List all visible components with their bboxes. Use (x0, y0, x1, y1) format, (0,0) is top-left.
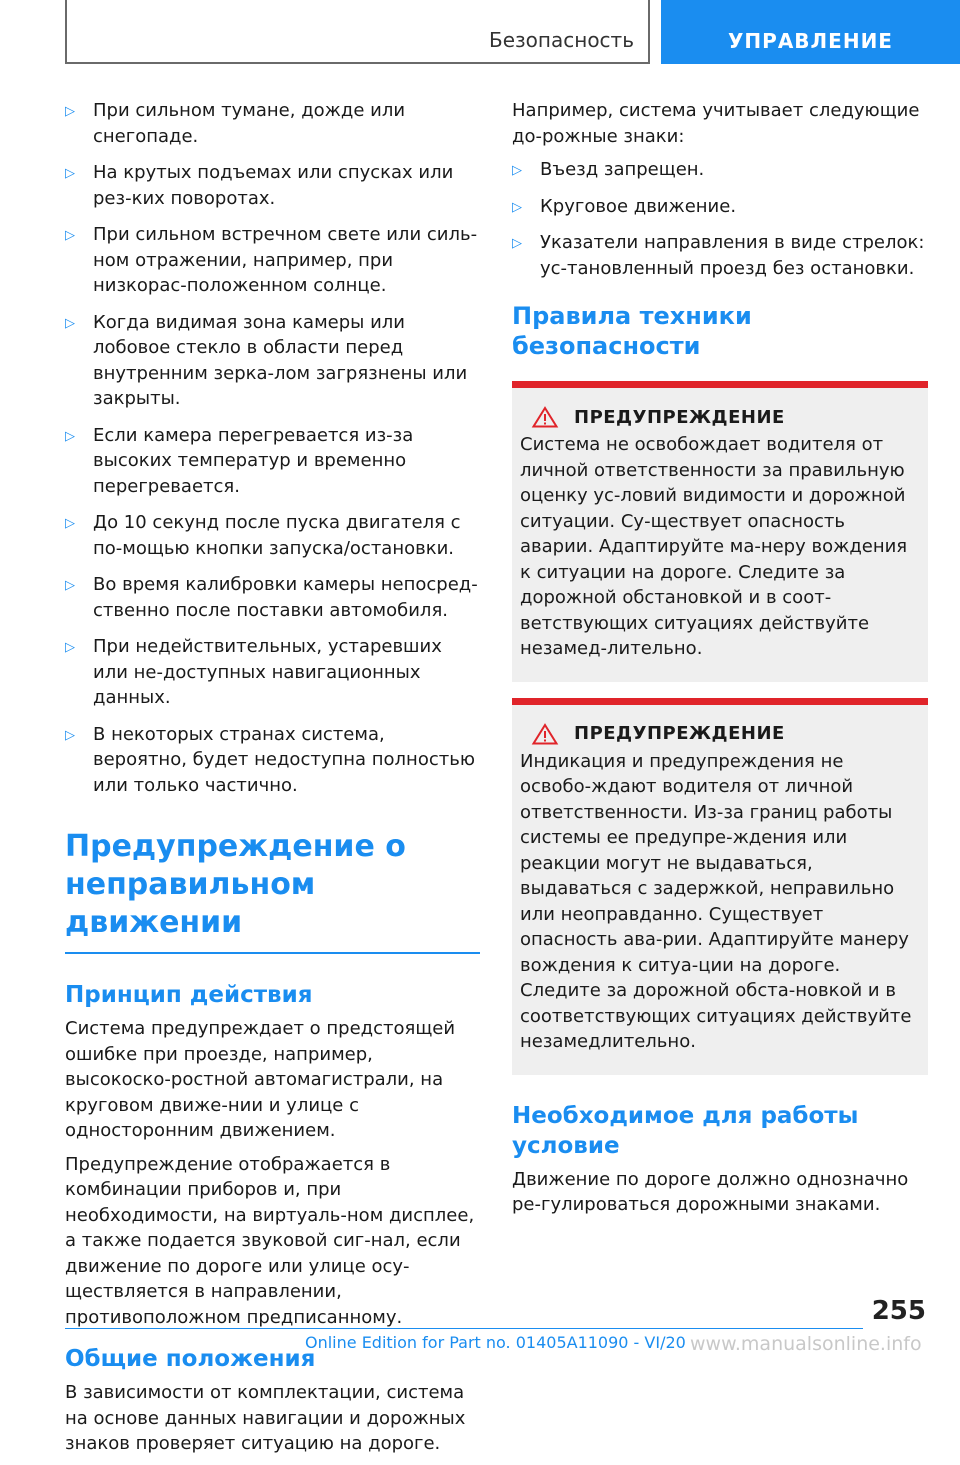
condition-heading: Необходимое для работы условие (512, 1102, 859, 1159)
triangle-bullet-icon: ▷ (65, 104, 75, 119)
warning-triangle-icon (532, 723, 558, 745)
principle-heading: Принцип действия (65, 982, 313, 1008)
triangle-bullet-icon: ▷ (65, 228, 75, 243)
safety-heading: Правила техники безопасности (512, 302, 752, 360)
warning-text: Индикация и предупреждения не освобо-ждают водителя от личной ответственности. Из-за границ работы системы ее предупре-ждения или реакции могут не выдаваться, выдаваться с задержкой, неправильно или неоправданно. Существует опасность ава-рии. Адаптируйте манеру вождения к ситуа-ции на дороге. Следите за дорожной обста-новкой и в соответствующих ситуациях действуйте незамедлительно. (520, 750, 912, 1052)
limitations-list (65, 98, 480, 798)
triangle-bullet-icon: ▷ (65, 578, 75, 593)
section-heading-wrong-way: Предупреждение о неправильном движении (65, 828, 480, 954)
watermark: www.manualsonline.info (690, 1333, 922, 1355)
warning-triangle-icon (532, 406, 558, 428)
warning-text: Система не освобождает водителя от личной ответственности за правильную оценку ус-ловий видимости и дорожной ситуации. Су-ществует опасность аварии. Адаптируйте ма-неру вождения к ситуации на дороге. Следите за дорожной обстановкой и в соот-ветствующих ситуациях действуйте незамед-лительно. (520, 434, 908, 659)
list-item: ▷ Круговое движение. (512, 194, 928, 220)
list-item: ▷ Указатели направления в виде стрелок: ус-тановленный проезд без остановки. (512, 232, 925, 279)
triangle-bullet-icon: ▷ (65, 428, 75, 444)
triangle-bullet-icon: ▷ (512, 199, 522, 215)
triangle-bullet-icon: ▷ (512, 236, 522, 251)
signs-list (512, 157, 928, 281)
principle-text-1: Система предупреждает о предстоящей ошибке при проезде, например, высокоско-ростной автомагистрали, на круговом движе-нии и улице с односторонним движением. (65, 1018, 456, 1141)
header-section-title: Безопасность (489, 28, 634, 52)
list-item: ▷ При сильном встречном свете или силь-ном отражении, например, при низкорас-положенном солнце. (65, 224, 478, 296)
general-text: В зависимости от комплектации, система на основе данных навигации и дорожных знаков проверяет ситуацию на дороге. (65, 1382, 466, 1454)
triangle-bullet-icon: ▷ (65, 640, 75, 655)
list-item: ▷ Если камера перегревается из-за высоких температур и временно перегревается. (65, 424, 414, 497)
general-heading: Общие положения (65, 1346, 316, 1372)
list-item: ▷ В некоторых странах система, вероятно, будет недоступна полностью или только частично. (65, 723, 475, 796)
triangle-bullet-icon: ▷ (512, 163, 522, 178)
list-item: ▷ Когда видимая зона камеры или лобовое стекло в области перед внутренним зерка-лом загрязнены или закрыты. (65, 311, 468, 409)
warning-box (512, 381, 928, 682)
warning-title: ПРЕДУПРЕЖДЕНИЕ (520, 723, 920, 745)
list-item: ▷ На крутых подъемах или спусках или рез-ких поворотах. (65, 162, 454, 209)
footer-divider (65, 1328, 863, 1329)
header-box (65, 0, 650, 64)
list-item: ▷ При недействительных, устаревших или не-доступных навигационных данных. (65, 636, 442, 708)
right-column (512, 98, 928, 1226)
page-number: 255 (871, 1296, 926, 1326)
list-item: ▷ При сильном тумане, дожде или снегопаде. (65, 100, 406, 147)
chapter-tab[interactable] (661, 0, 960, 64)
condition-text: Движение по дороге должно однозначно ре-гулироваться дорожными знаками. (512, 1168, 909, 1215)
warning-box (512, 698, 928, 1075)
signs-intro: Например, система учитывает следующие до-рожные знаки: (512, 100, 920, 147)
chapter-tab-label: УПРАВЛЕНИЕ (728, 29, 893, 53)
list-item: ▷ До 10 секунд после пуска двигателя с по-мощью кнопки запуска/остановки. (65, 512, 461, 559)
principle-text-2: Предупреждение отображается в комбинации приборов и, при необходимости, на виртуаль-ном дисплее, а также подается звуковой сиг-нал, если движение по дороге или улице осу-ществляется в направлении, противоположном предписанному. (65, 1153, 475, 1328)
list-item: ▷ Во время калибровки камеры непосред-ственно после поставки автомобиля. (65, 574, 478, 621)
footer-edition: Online Edition for Part no. 01405A11090 - VI/20 (305, 1333, 686, 1352)
list-item: ▷ Въезд запрещен. (512, 157, 928, 183)
triangle-bullet-icon: ▷ (65, 516, 75, 531)
triangle-bullet-icon: ▷ (65, 166, 75, 181)
triangle-bullet-icon: ▷ (65, 727, 75, 743)
left-column (65, 98, 480, 1465)
triangle-bullet-icon: ▷ (65, 315, 75, 331)
warning-title: ПРЕДУПРЕЖДЕНИЕ (520, 406, 920, 428)
